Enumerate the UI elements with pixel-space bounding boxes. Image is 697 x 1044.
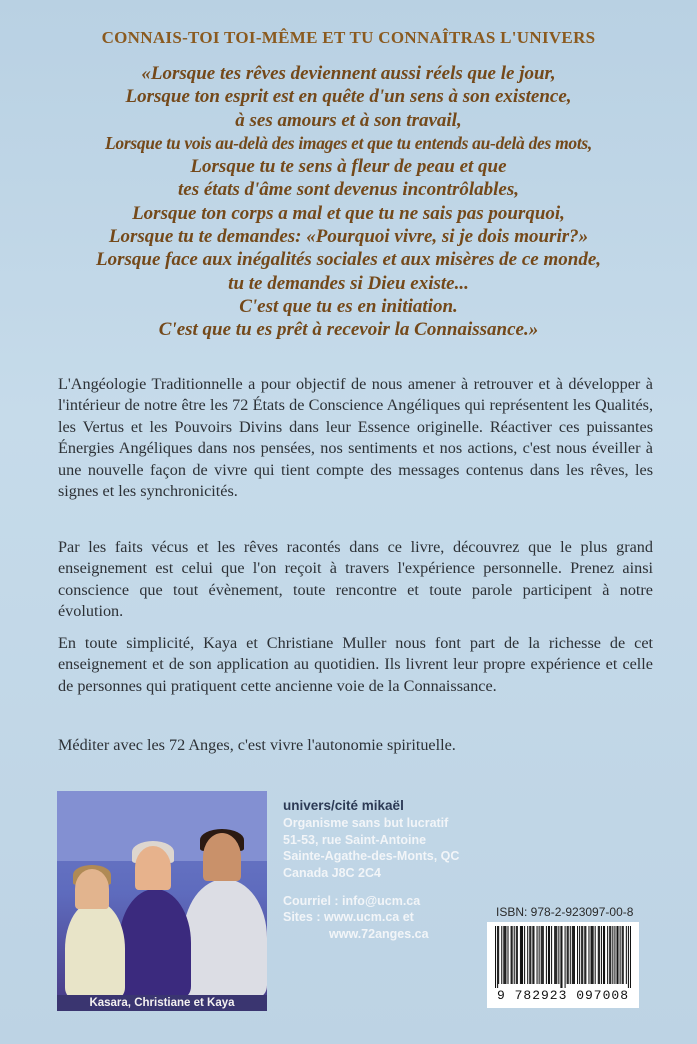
barcode-bar <box>529 926 530 984</box>
publisher-sites: Sites : www.ucm.ca et <box>283 910 414 925</box>
barcode-digits: 9 782923 097008 <box>496 988 630 1003</box>
poem-line: tes états d'âme sont devenus incontrôlables, <box>178 179 519 201</box>
barcode-bar <box>551 926 552 984</box>
barcode-bar <box>570 926 571 984</box>
barcode <box>487 922 639 1008</box>
barcode-bar <box>630 926 631 988</box>
barcode-bar <box>554 926 555 984</box>
barcode-bar <box>511 926 512 984</box>
publisher-line: 51-53, rue Saint-Antoine <box>283 832 427 847</box>
barcode-bar <box>603 926 604 984</box>
barcode-bar <box>555 926 556 984</box>
barcode-bar <box>537 926 538 984</box>
barcode-bar <box>626 926 627 984</box>
barcode-bar <box>556 926 557 984</box>
publisher-sites-2: www.72anges.ca <box>329 926 429 941</box>
barcode-bar <box>516 926 517 984</box>
barcode-bar <box>505 926 506 984</box>
barcode-bar <box>514 926 515 984</box>
barcode-bar <box>561 926 562 988</box>
barcode-bar <box>527 926 528 984</box>
poem-line: «Lorsque tes rêves deviennent aussi réels que le jour, <box>141 63 556 84</box>
barcode-bar <box>501 926 502 984</box>
barcode-bar <box>595 926 596 984</box>
paragraph-faits-vecus: Par les faits vécus et les rêves racontés dans ce livre, découvrez que le plus grand enseignement est celui que l'on reçoit à travers l'expérience personnelle. Prenez ainsi conscience que tout évènement, toute rencontre et toute parole participent à notre évolution. <box>58 538 653 621</box>
barcode-bar <box>522 926 523 984</box>
barcode-bar <box>548 926 549 984</box>
publisher-name: univers/cité mikaël <box>283 798 404 813</box>
barcode-bar <box>598 926 599 984</box>
barcode-bar <box>599 926 600 984</box>
barcode-bar <box>622 926 623 984</box>
barcode-bar <box>574 926 575 984</box>
barcode-bar <box>620 926 621 984</box>
barcode-bar <box>618 926 619 984</box>
barcode-bar <box>592 926 593 984</box>
barcode-bar <box>573 926 574 984</box>
barcode-bar <box>628 926 629 988</box>
publisher-line: Sainte-Agathe-des-Monts, QC <box>283 849 460 864</box>
barcode-bar <box>520 926 521 984</box>
paragraph-simplicite: En toute simplicité, Kaya et Christiane Muller nous font part de la richesse de cet enseignement et de son application au quotidien. Ils livrent leur propre expérience et celle de personnes qui pratiquent cette ancienne voie de la Connaissance. <box>58 634 653 695</box>
barcode-bar <box>539 926 540 984</box>
barcode-bar <box>607 926 608 984</box>
barcode-bars <box>495 926 631 988</box>
barcode-bar <box>565 926 566 988</box>
barcode-bar <box>503 926 504 984</box>
barcode-bar <box>584 926 585 984</box>
poem-line: C'est que tu es prêt à recevoir la Connaissance.» <box>158 319 539 341</box>
barcode-bar <box>610 926 611 984</box>
barcode-bar <box>568 926 569 984</box>
barcode-bar <box>593 926 594 984</box>
barcode-bar <box>601 926 602 984</box>
barcode-bar <box>512 926 513 984</box>
barcode-bar <box>541 926 542 984</box>
barcode-bar <box>588 926 589 984</box>
barcode-bar <box>577 926 578 984</box>
poem-line: Lorsque tu te sens à fleur de peau et que <box>190 156 507 178</box>
barcode-bar <box>517 926 518 984</box>
isbn-label: ISBN: 978-2-923097-00-8 <box>496 905 634 919</box>
barcode-bar <box>623 926 624 984</box>
publisher-line: Organisme sans but lucratif <box>283 816 449 831</box>
paragraph-mediter: Méditer avec les 72 Anges, c'est vivre l'autonomie spirituelle. <box>58 736 456 754</box>
barcode-bar <box>521 926 522 984</box>
barcode-bar <box>585 926 586 984</box>
barcode-bar <box>579 926 580 984</box>
barcode-bar <box>591 926 592 984</box>
barcode-bar <box>582 926 583 984</box>
barcode-bar <box>549 926 550 984</box>
barcode-bar <box>498 926 499 984</box>
barcode-bar <box>530 926 531 984</box>
barcode-bar <box>581 926 582 984</box>
barcode-bar <box>616 926 617 984</box>
cover-title: CONNAIS-TOI TOI-MÊME ET TU CONNAÎTRAS L'UNIVERS <box>101 28 596 47</box>
barcode-bar <box>524 926 525 984</box>
barcode-bar <box>560 926 561 988</box>
barcode-bar <box>558 926 559 984</box>
poem-line: Lorsque ton esprit est en quête d'un sens à son existence, <box>125 86 572 108</box>
poem-line: Lorsque face aux inégalités sociales et aux misères de ce monde, <box>95 249 602 271</box>
barcode-bar <box>614 926 615 984</box>
barcode-bar <box>546 926 547 984</box>
poem-line: Lorsque tu te demandes: «Pourquoi vivre, si je dois mourir?» <box>108 226 589 248</box>
barcode-bar <box>567 926 568 984</box>
publisher-email: Courriel : info@ucm.ca <box>283 894 421 909</box>
poem-line: Lorsque tu vois au-delà des images et que tu entends au-delà des mots, <box>105 132 592 153</box>
paragraph-angeologie: L'Angéologie Traditionnelle a pour objectif de nous amener à retrouver et à développer à l'intérieur de notre être les 72 États de Conscience Angéliques qui représentent les Qualités, les Vertus et les Pouvoirs Divins dans leur Essence originelle. Réactiver ces puissantes Énergies Angéliques dans nos pensées, nos sentiments et nos actions, c'est nous éveiller à une nouvelle façon de vivre qui tient compte des messages contenus dans les rêves, les signes et les synchronicités. <box>58 375 653 501</box>
barcode-bar <box>604 926 605 984</box>
barcode-bar <box>609 926 610 984</box>
barcode-bar <box>507 926 508 984</box>
photo-caption: Kasara, Christiane et Kaya <box>57 995 267 1011</box>
barcode-bar <box>532 926 533 984</box>
barcode-bar <box>504 926 505 984</box>
barcode-bar <box>542 926 543 984</box>
poem-line: tu te demandes si Dieu existe... <box>228 272 469 294</box>
poem-line: C'est que tu es en initiation. <box>239 295 458 317</box>
barcode-bar <box>497 926 498 988</box>
poem-line: à ses amours et à son travail, <box>235 109 462 131</box>
publisher-info <box>283 798 459 942</box>
barcode-bar <box>572 926 573 984</box>
barcode-bar <box>495 926 496 988</box>
barcode-bar <box>612 926 613 984</box>
author-photo <box>57 791 267 997</box>
poem-line: Lorsque ton corps a mal et que tu ne sais pas pourquoi, <box>132 202 565 224</box>
barcode-bar <box>543 926 544 984</box>
poem-block <box>30 62 667 342</box>
publisher-line: Canada J8C 2C4 <box>283 865 381 880</box>
barcode-bar <box>533 926 534 984</box>
